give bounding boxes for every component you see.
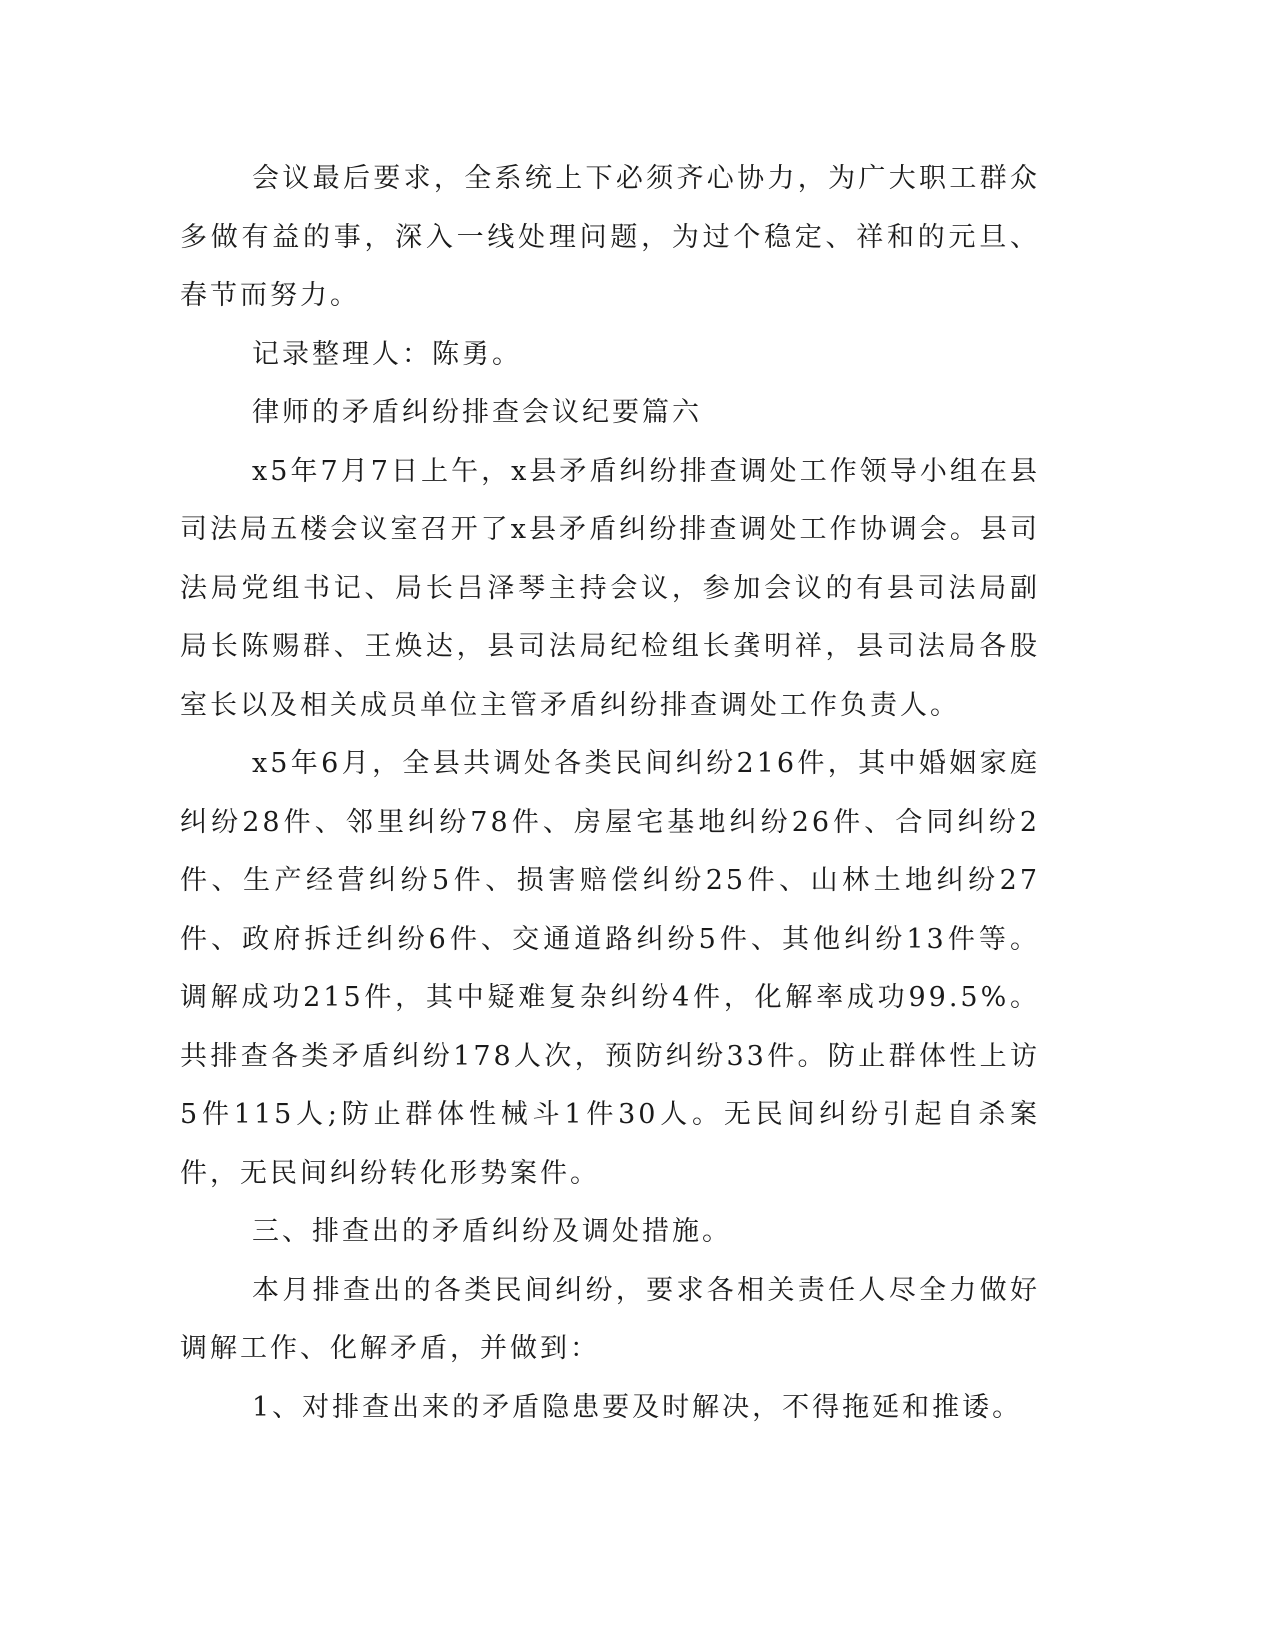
section-heading: 律师的矛盾纠纷排查会议纪要篇六 (252, 397, 702, 428)
paragraph-meeting-intro: x5年7月7日上午，x县矛盾纠纷排查调处工作领导小组在县司法局五楼会议室召开了x县矛盾纠纷排查调处工作协调会。县司法局党组书记、局长吕泽琴主持会议，参加会议的有县司法局副局长陈赐群、王焕达，县司法局纪检组长龚明祥，县司法局各股室长以及相关成员单位主管矛盾纠纷排查调处工作负责人。 (180, 455, 1040, 721)
list-item: 1、对排查出来的矛盾隐患要及时解决，不得拖延和推诿。 (252, 1391, 1023, 1423)
paragraph-meeting-requirement: 会议最后要求，全系统上下必须齐心协力，为广大职工群众多做有益的事，深入一线处理问题，为过个稳定、祥和的元旦、春节而努力。 (180, 163, 1040, 311)
document-body (180, 150, 1040, 1437)
paragraph-requirements: 本月排查出的各类民间纠纷，要求各相关责任人尽全力做好调解工作、化解矛盾，并做到： (180, 1274, 1040, 1364)
paragraph-recorder: 记录整理人：陈勇。 (252, 338, 522, 370)
paragraph-statistics: x5年6月，全县共调处各类民间纠纷216件，其中婚姻家庭纠纷28件、邻里纠纷78件、房屋宅基地纠纷26件、合同纠纷2件、生产经营纠纷5件、损害赔偿纠纷25件、山林土地纠纷27件、政府拆迁纠纷6件、交通道路纠纷5件、其他纠纷13件等。调解成功215件，其中疑难复杂纠纷4件，化解率成功99.5%。共排查各类矛盾纠纷178人次，预防纠纷33件。防止群体性上访5件115人;防止群体性械斗1件30人。无民间纠纷引起自杀案件，无民间纠纷转化形势案件。 (180, 748, 1040, 1189)
paragraph-subheading: 三、排查出的矛盾纠纷及调处措施。 (252, 1216, 732, 1247)
